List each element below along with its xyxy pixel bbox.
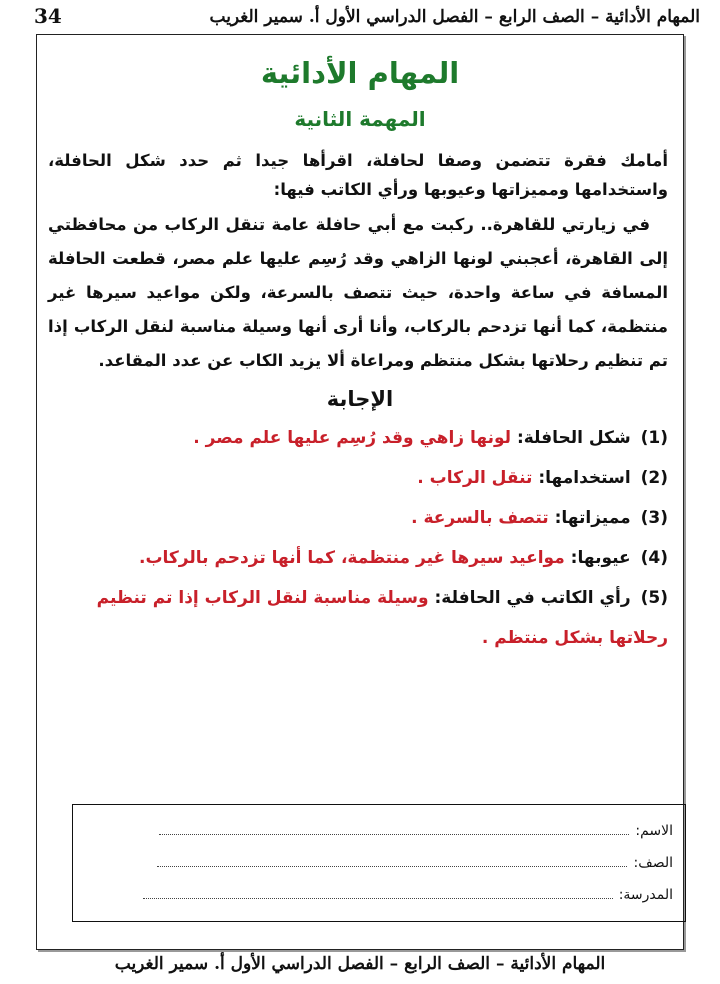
page-footer: المهام الأدائية – الصف الرابع – الفصل الدراسي الأول أ. سمير الغريب [114,954,606,974]
answer-item [48,498,668,538]
answer-value: مواعيد سيرها غير منتظمة، كما أنها تزدحم بالركاب. [138,548,565,568]
passage-text: في زيارتي للقاهرة.. ركبت مع أبي حافلة عامة تنقل الركاب من محافظتي إلى القاهرة، أعجبني لونها الزاهي وقد رُسِم عليها علم مصر، قطعت الحافلة المسافة في ساعة واحدة، حيث تتصف بالسرعة، ولكن مواعيد سيرها غير منتظمة، كما أنها تزدحم بالركاب، وأنا أرى أنها وسيلة مناسبة لنقل الركاب إذا تم تنظيم رحلاتها بشكل منتظم ومراعاة ألا يزيد الكاب عن عدد المقاعد. [48,215,668,370]
answer-label: رأي الكاتب في الحافلة: [434,588,631,608]
answer-number: (1) [640,428,668,448]
answer-label: شكل الحافلة: [516,428,631,448]
answer-item [48,538,668,578]
task-subtitle: المهمة الثانية [294,107,426,131]
name-field[interactable] [159,820,629,835]
school-field[interactable] [143,884,613,899]
answer-label: استخدامها: [538,468,631,488]
answer-heading: الإجابة [326,387,394,411]
answer-number: (2) [640,468,668,488]
answer-value: تنقل الركاب . [417,468,533,488]
grade-field[interactable] [157,852,627,867]
answer-item [48,418,668,458]
answer-item [48,458,668,498]
instructions-text: أمامك فقرة تتضمن وصفا لحافلة، اقرأها جيدا ثم حدد شكل الحافلة، واستخدامها ومميزاتها وعيوبها ورأي الكاتب فيها: [48,151,668,199]
answer-number: (4) [640,548,668,568]
page-title: المهام الأدائية [260,56,460,90]
name-row [73,815,685,847]
answer-value: وسيلة مناسبة لنقل الركاب إذا تم تنظيم رحلاتها بشكل منتظم . [96,588,668,648]
school-label: المدرسة: [618,887,673,903]
name-label: الاسم: [635,823,673,839]
answer-label: عيوبها: [570,548,631,568]
worksheet-content [40,40,680,658]
page-header [20,4,700,30]
answer-value: لونها زاهي وقد رُسِم عليها علم مصر . [193,428,512,448]
grade-row [73,847,685,879]
school-row [73,879,685,911]
answer-number: (5) [640,588,668,608]
answer-number: (3) [640,508,668,528]
answer-item [48,578,668,658]
answer-value: تتصف بالسرعة . [411,508,549,528]
answer-list [40,418,680,658]
header-text: المهام الأدائية – الصف الرابع – الفصل الدراسي الأول أ. سمير الغريب [209,7,700,27]
student-info-box [72,804,686,922]
page-number: 34 [34,4,62,28]
answer-label: مميزاتها: [554,508,631,528]
grade-label: الصف: [633,855,673,871]
